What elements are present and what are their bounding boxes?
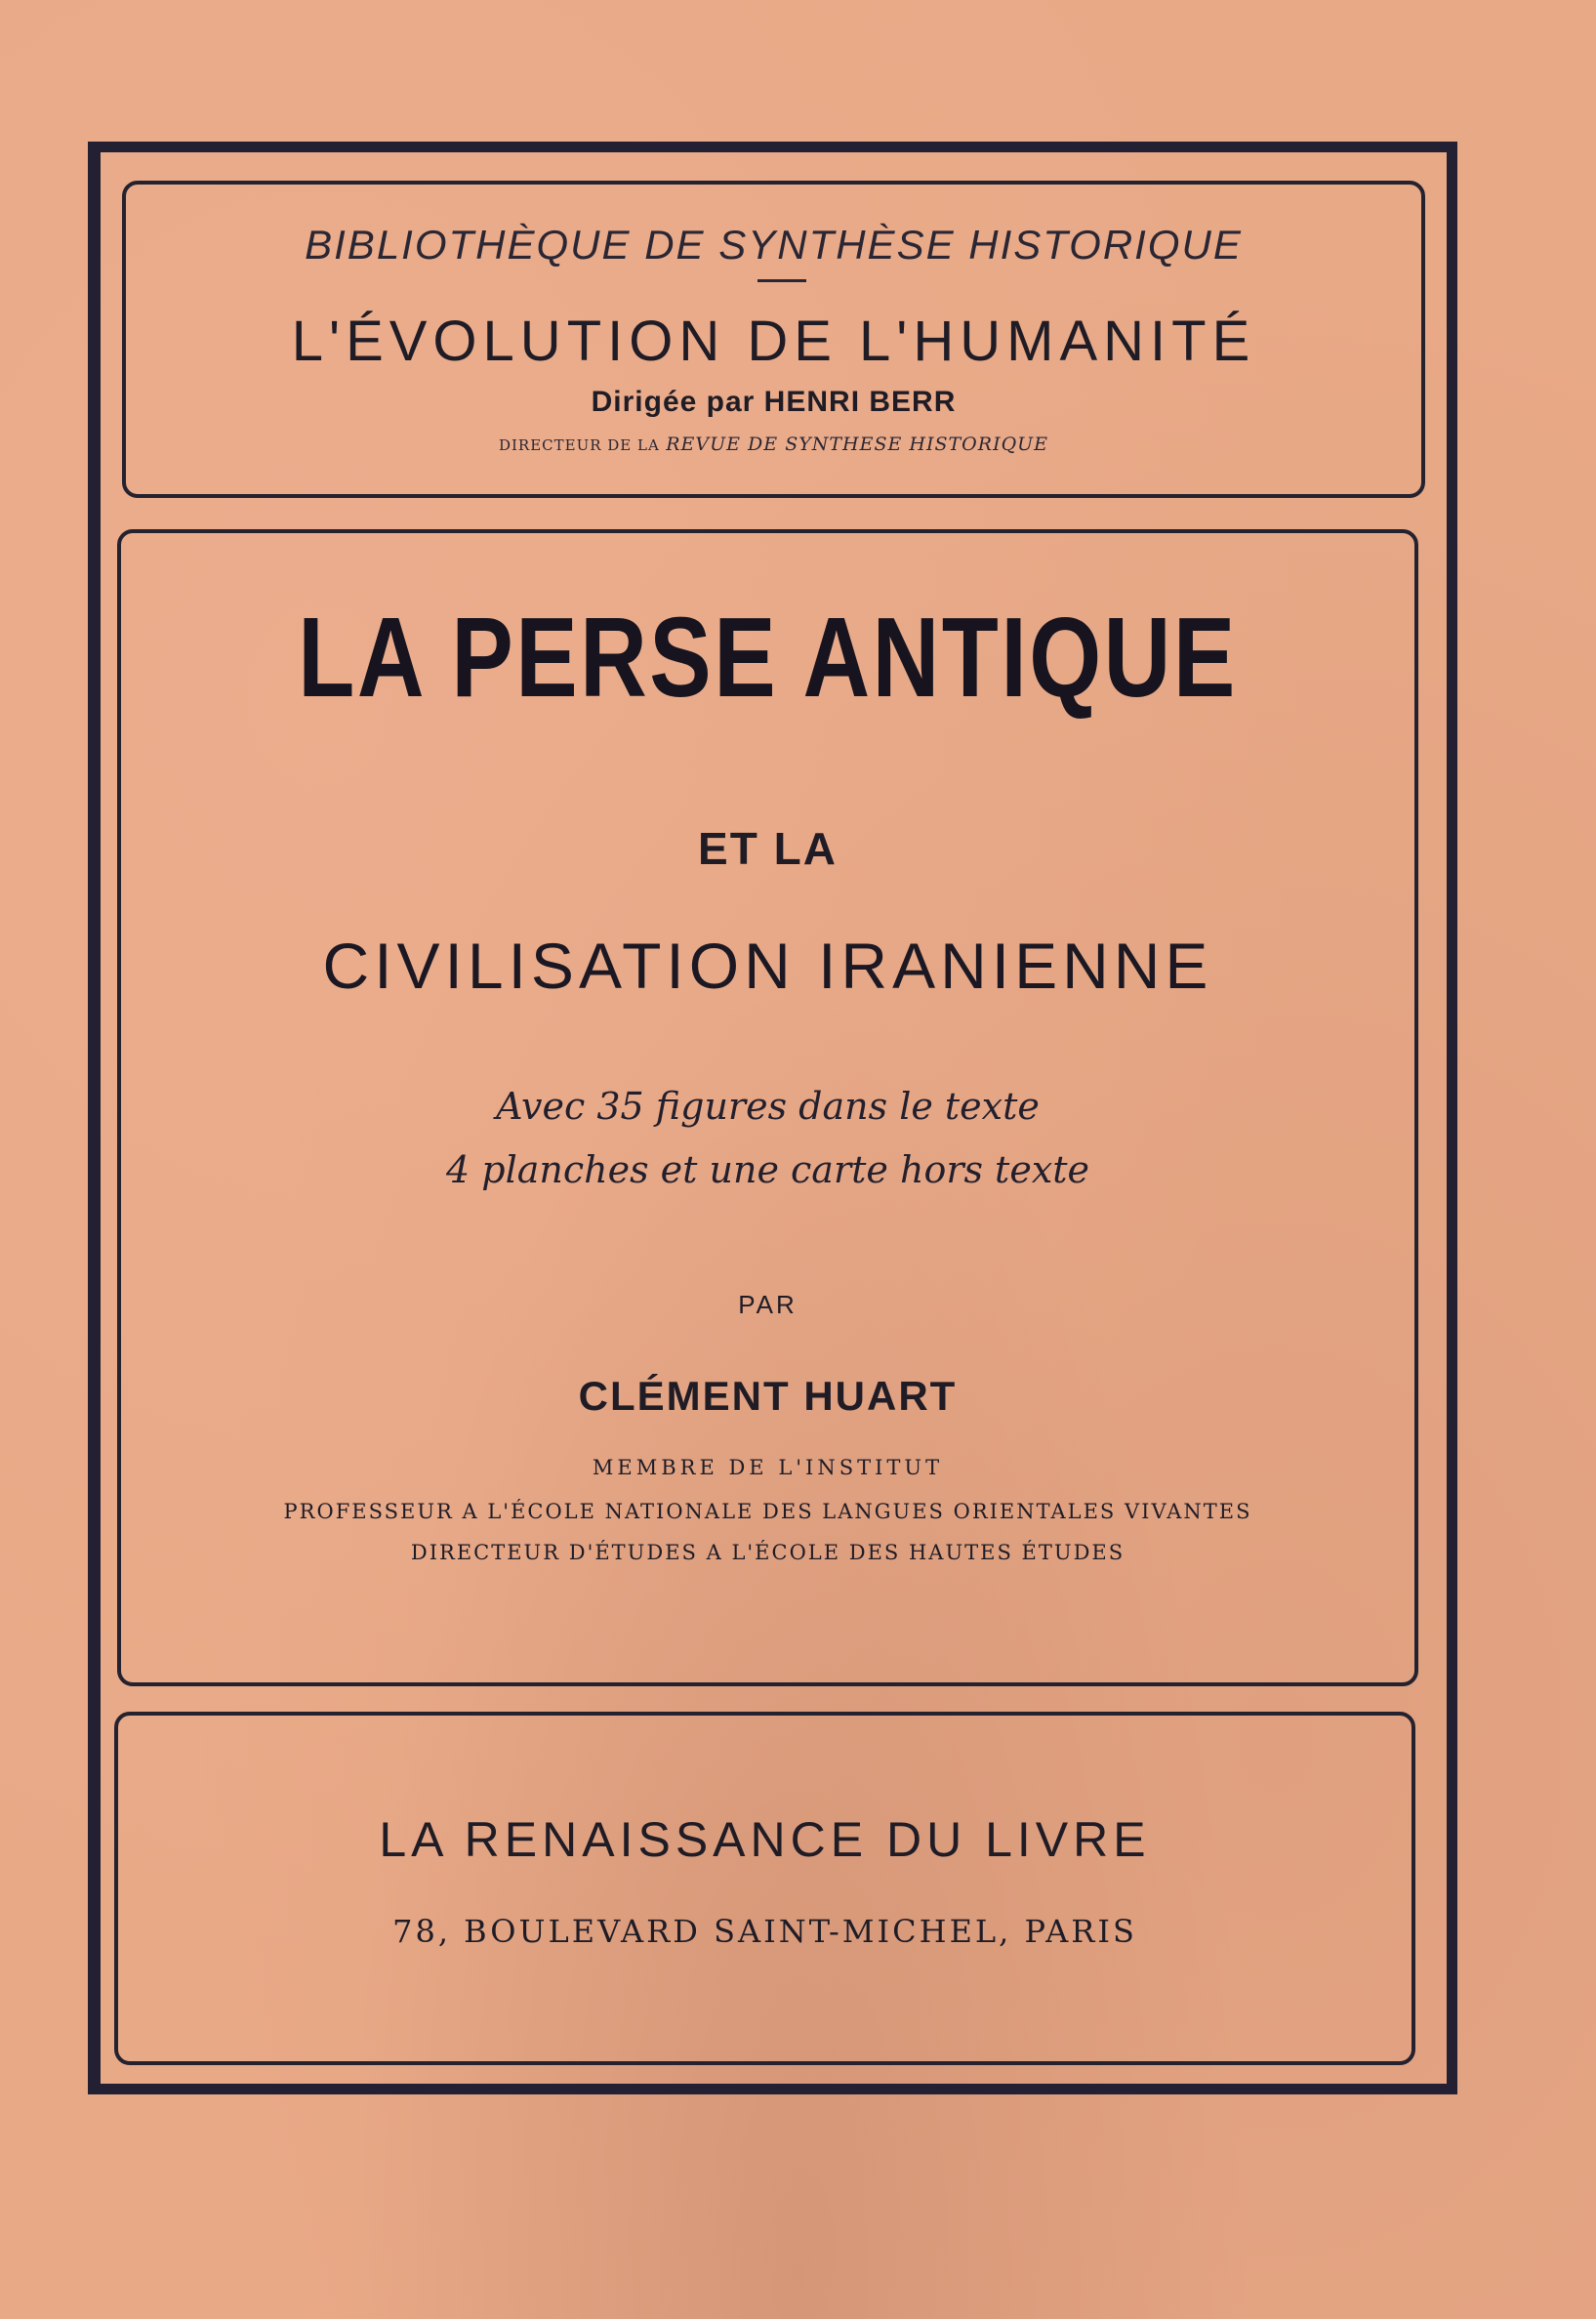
series-name: BIBLIOTHÈQUE DE SYNTHÈSE HISTORIQUE bbox=[305, 222, 1243, 268]
title-panel bbox=[117, 529, 1418, 1686]
series-divider bbox=[757, 279, 806, 282]
collection-name: L'ÉVOLUTION DE L'HUMANITÉ bbox=[291, 310, 1256, 373]
publisher-name: LA RENAISSANCE DU LIVRE bbox=[379, 1812, 1151, 1867]
editor-role-prefix: DIRECTEUR DE LA bbox=[498, 436, 660, 454]
book-subtitle: CIVILISATION IRANIENNE bbox=[322, 930, 1213, 1002]
series-panel bbox=[122, 181, 1425, 498]
publisher-panel bbox=[114, 1712, 1415, 2065]
author-title-2: PROFESSEUR A L'ÉCOLE NATIONALE DES LANGUES ORIENTALES VIVANTES bbox=[283, 1500, 1252, 1523]
author-title-1: MEMBRE DE L'INSTITUT bbox=[592, 1456, 944, 1479]
illustrations-line-2: 4 planches et une carte hors texte bbox=[445, 1148, 1090, 1191]
title-conjunction: ET LA bbox=[698, 823, 838, 874]
editor-role-journal: REVUE DE SYNTHESE HISTORIQUE bbox=[666, 434, 1049, 455]
by-label: PAR bbox=[738, 1290, 798, 1319]
author-name: CLÉMENT HUART bbox=[578, 1373, 958, 1419]
author-title-3: DIRECTEUR D'ÉTUDES A L'ÉCOLE DES HAUTES ÉTUDES bbox=[410, 1541, 1125, 1564]
publisher-address: 78, BOULEVARD SAINT-MICHEL, PARIS bbox=[392, 1913, 1137, 1950]
editor-role bbox=[126, 434, 1421, 455]
illustrations-line-1: Avec 35 figures dans le texte bbox=[496, 1085, 1040, 1128]
book-title: LA PERSE ANTIQUE bbox=[298, 594, 1238, 721]
editor-line: Dirigée par HENRI BERR bbox=[591, 386, 957, 418]
